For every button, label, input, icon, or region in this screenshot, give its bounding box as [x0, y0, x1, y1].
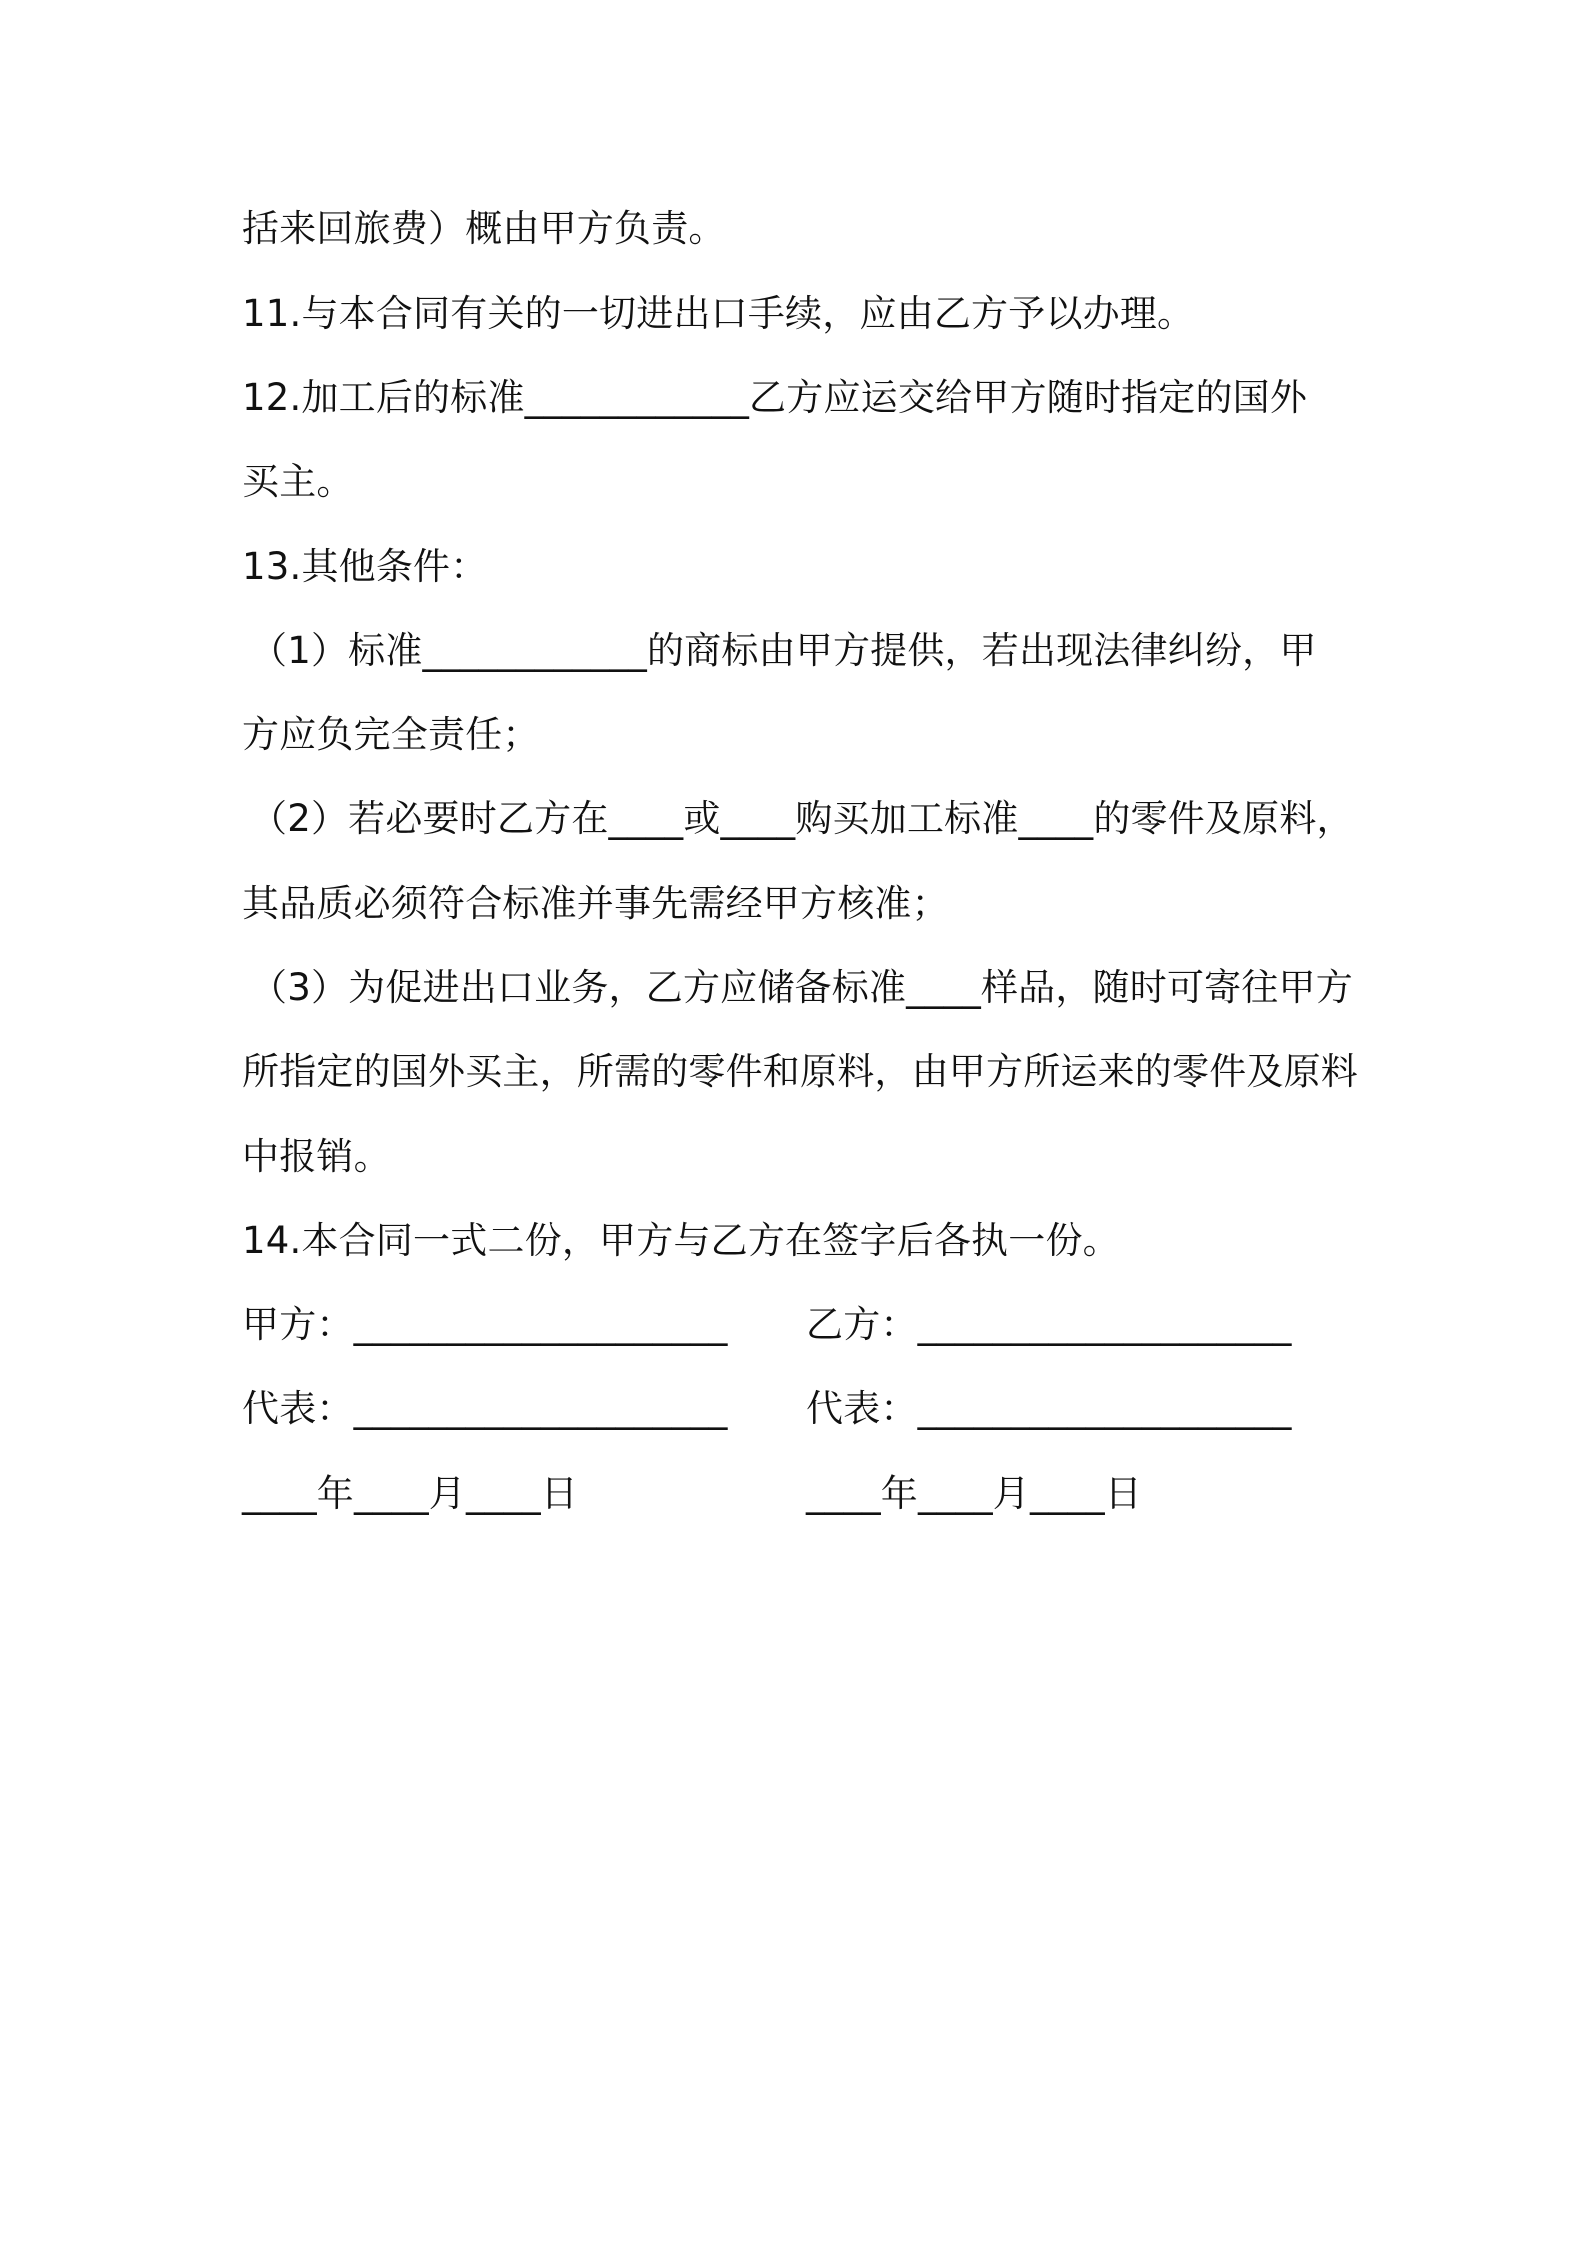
clause-14: 14.本合同一式二份，甲方与乙方在签字后各执一份。: [242, 1219, 1120, 1262]
party-a-date-line: ____年____月____日: [242, 1472, 578, 1515]
party-a-representative-line: 代表：____________________: [242, 1387, 728, 1430]
clause-13-1-line-1: （1）标准____________的商标由甲方提供，若出现法律纠纷，甲: [250, 629, 1317, 672]
clause-13-3-line-1: （3）为促进出口业务，乙方应储备标准____样品，随时可寄往甲方: [250, 966, 1353, 1009]
clause-10-continuation: 括来回旅费）概由甲方负责。: [242, 207, 726, 250]
clause-13-1-line-2: 方应负完全责任；: [242, 713, 540, 756]
party-b-signature-line: 乙方：____________________: [806, 1303, 1292, 1346]
clause-13-3-line-3: 中报销。: [242, 1135, 391, 1178]
party-b-date-line: ____年____月____日: [806, 1472, 1142, 1515]
party-a-signature-line: 甲方：____________________: [242, 1303, 728, 1346]
party-b-representative-line: 代表：____________________: [806, 1387, 1292, 1430]
clause-13-2-line-1: （2）若必要时乙方在____或____购买加工标准____的零件及原料，: [250, 797, 1354, 840]
clause-13-heading: 13.其他条件：: [242, 545, 488, 588]
clause-11: 11.与本合同有关的一切进出口手续，应由乙方予以办理。: [242, 292, 1195, 335]
clause-13-2-line-2: 其品质必须符合标准并事先需经甲方核准；: [242, 882, 949, 925]
clause-12-line-1: 12.加工后的标准____________乙方应运交给甲方随时指定的国外: [242, 376, 1308, 419]
clause-12-line-2: 买主。: [242, 460, 354, 503]
clause-13-3-line-2: 所指定的国外买主，所需的零件和原料，由甲方所运来的零件及原料: [242, 1050, 1358, 1093]
